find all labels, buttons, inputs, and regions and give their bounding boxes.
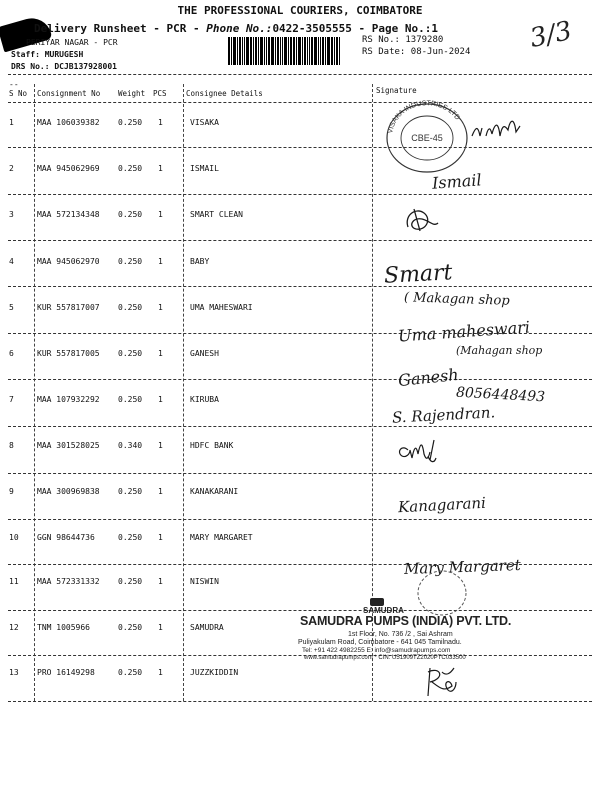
cell-sno: 6	[9, 349, 14, 358]
signature-ganesh: Ganesh	[397, 364, 460, 391]
cell-consignee: KANAKARANI	[190, 487, 239, 496]
cell-consignment: TNM 1005966	[37, 623, 90, 632]
cell-consignee: SAMUDRA	[190, 623, 224, 632]
row-separator	[8, 240, 592, 241]
cell-consignment: MAA 945062969	[37, 164, 100, 173]
drs-line	[11, 62, 117, 71]
cell-weight: 0.250	[118, 395, 143, 404]
staff-label: Staff:	[11, 50, 40, 59]
cell-weight: 0.250	[118, 487, 143, 496]
cell-consignee: JUZZKIDDIN	[190, 668, 239, 677]
cell-weight: 0.250	[118, 303, 143, 312]
runsheet-label: Delivery Runsheet - PCR -	[34, 22, 200, 35]
signature-baby: Smart	[383, 260, 454, 289]
cell-pcs: 1	[158, 303, 163, 312]
cell-consignment: PRO 16149298	[37, 668, 95, 677]
row-separator	[8, 194, 592, 195]
cell-consignee: GANESH	[190, 349, 219, 358]
samudra-address-2: Puliyakulam Road, Coimbatore - 641 045 Tamilnadu.	[298, 639, 462, 646]
cell-sno: 5	[9, 303, 14, 312]
cell-sno: 12	[9, 623, 19, 632]
cell-pcs: 1	[158, 349, 163, 358]
phone-label: Phone No.:	[206, 22, 273, 35]
drs-number: DCJB137928001	[54, 62, 117, 71]
samudra-address-1: 1st Floor, No. 736 /2 , Sai Ashram	[348, 631, 453, 638]
samudra-company-name: SAMUDRA PUMPS (INDIA) PVT. LTD.	[300, 614, 512, 628]
cell-pcs: 1	[158, 623, 163, 632]
company-title: THE PROFESSIONAL COURIERS, COIMBATORE	[177, 4, 423, 17]
cell-consignee: BABY	[190, 257, 210, 266]
signature-mary: Mary Margaret	[403, 555, 522, 579]
cell-sno: 9	[9, 487, 14, 496]
handwritten-page-count: 3/3	[527, 15, 575, 55]
cell-consignment: MAA 945062970	[37, 257, 100, 266]
samudra-logo-icon	[370, 598, 384, 606]
note-ganesh: (Mahagan shop	[456, 344, 543, 357]
cell-weight: 0.250	[118, 210, 143, 219]
rs-no: 1379280	[405, 35, 444, 45]
cell-consignment: GGN 98644736	[37, 533, 95, 542]
col-pcs: PCS	[153, 89, 167, 98]
kiruba-phone: 8056448493	[455, 384, 546, 406]
cell-weight: 0.250	[118, 118, 143, 127]
column-divider	[34, 84, 35, 701]
cell-consignee: SMART CLEAN	[190, 210, 243, 219]
visaka-stamp-code: CBE-45	[411, 133, 443, 143]
staff-line	[11, 50, 83, 59]
cell-pcs: 1	[158, 164, 163, 173]
rs-no-label: RS No.:	[362, 35, 400, 45]
cell-pcs: 1	[158, 668, 163, 677]
cell-weight: 0.250	[118, 164, 143, 173]
signature-smart-clean	[402, 205, 442, 235]
rs-info	[362, 34, 470, 58]
col-signature: Signature	[376, 86, 417, 95]
signature-juzzkiddin	[420, 664, 460, 700]
barcode	[228, 37, 356, 65]
cell-sno: 11	[9, 577, 19, 586]
cell-consignment: MAA 572331332	[37, 577, 100, 586]
cell-consignee: VISAKA	[190, 118, 219, 127]
cell-consignee: HDFC BANK	[190, 441, 234, 450]
staff-name: MURUGESH	[44, 50, 84, 59]
signature-uma: Uma maheswari	[397, 317, 531, 346]
signature-ismail: Ismail	[431, 170, 483, 193]
signature-kiruba: S. Rajendran.	[391, 403, 496, 427]
page-label: - Page No.:	[358, 22, 432, 35]
cell-pcs: 1	[158, 118, 163, 127]
cell-sno: 2	[9, 164, 14, 173]
cell-pcs: 1	[158, 533, 163, 542]
cell-consignee: ISMAIL	[190, 164, 219, 173]
cell-consignment: MAA 572134348	[37, 210, 100, 219]
samudra-stamp	[298, 606, 526, 662]
cell-consignment: MAA 107932292	[37, 395, 100, 404]
cell-sno: 1	[9, 118, 14, 127]
col-consignment: Consignment No	[37, 89, 101, 98]
cell-consignee: KIRUBA	[190, 395, 219, 404]
visaka-stamp-text: VISAKA INDUSTRIES LTD	[387, 100, 461, 135]
samudra-brand: SAMUDRA	[363, 606, 404, 615]
samudra-web: www.samudrapumps.com * CIN: U51909TZ2020PTC033500	[304, 655, 466, 661]
cell-pcs: 1	[158, 257, 163, 266]
cell-weight: 0.250	[118, 577, 143, 586]
row-separator	[8, 426, 592, 427]
signature-kanakarani: Kanagarani	[397, 493, 487, 517]
cell-weight: 0.250	[118, 623, 143, 632]
row-separator	[8, 701, 592, 702]
cell-pcs: 1	[158, 577, 163, 586]
cell-sno: 3	[9, 210, 14, 219]
row-separator	[8, 379, 592, 380]
rs-date-label: RS Date:	[362, 47, 406, 57]
cell-consignment: MAA 301528025	[37, 441, 100, 450]
col-consignee: Consignee Details	[186, 89, 263, 98]
cell-pcs: 1	[158, 210, 163, 219]
row-separator	[8, 286, 592, 287]
cell-sno: 4	[9, 257, 14, 266]
cell-consignment: KUR 557817007	[37, 303, 100, 312]
phone-number: 0422-3505555	[272, 22, 352, 35]
cell-weight: 0.250	[118, 533, 143, 542]
header-bottom-rule	[8, 102, 592, 103]
cell-pcs: 1	[158, 441, 163, 450]
area-label: PERIYAR NAGAR - PCR	[26, 38, 118, 47]
rs-date: 08-Jun-2024	[410, 47, 471, 57]
header-tick: --	[9, 80, 19, 89]
cell-weight: 0.340	[118, 441, 143, 450]
cell-weight: 0.250	[118, 668, 143, 677]
cell-weight: 0.250	[118, 257, 143, 266]
signature-visaka	[470, 108, 550, 148]
cell-consignee: MARY MARGARET	[190, 533, 253, 542]
cell-sno: 13	[9, 668, 19, 677]
visaka-stamp	[384, 100, 474, 175]
signature-hdfc	[394, 434, 444, 464]
header-top-rule	[8, 74, 592, 75]
col-sno: S No	[9, 89, 28, 98]
row-separator	[8, 473, 592, 474]
cell-sno: 7	[9, 395, 14, 404]
cell-consignee: NISWIN	[190, 577, 219, 586]
page-number: 1	[431, 22, 439, 35]
cell-consignment: MAA 106039382	[37, 118, 100, 127]
col-weight: Weight	[118, 89, 146, 98]
column-divider	[183, 84, 184, 701]
cell-weight: 0.250	[118, 349, 143, 358]
cell-pcs: 1	[158, 487, 163, 496]
cell-consignment: MAA 300969838	[37, 487, 100, 496]
row-separator	[8, 519, 592, 520]
drs-label: DRS No.:	[11, 62, 50, 71]
cell-consignee: UMA MAHESWARI	[190, 303, 253, 312]
cell-consignment: KUR 557817005	[37, 349, 100, 358]
cell-sno: 10	[9, 533, 19, 542]
cell-pcs: 1	[158, 395, 163, 404]
note-uma: ( Makagan shop	[403, 290, 510, 309]
samudra-contact: Tel: +91 422 4982255 E: info@samudrapumps.com	[302, 647, 451, 654]
cell-sno: 8	[9, 441, 14, 450]
